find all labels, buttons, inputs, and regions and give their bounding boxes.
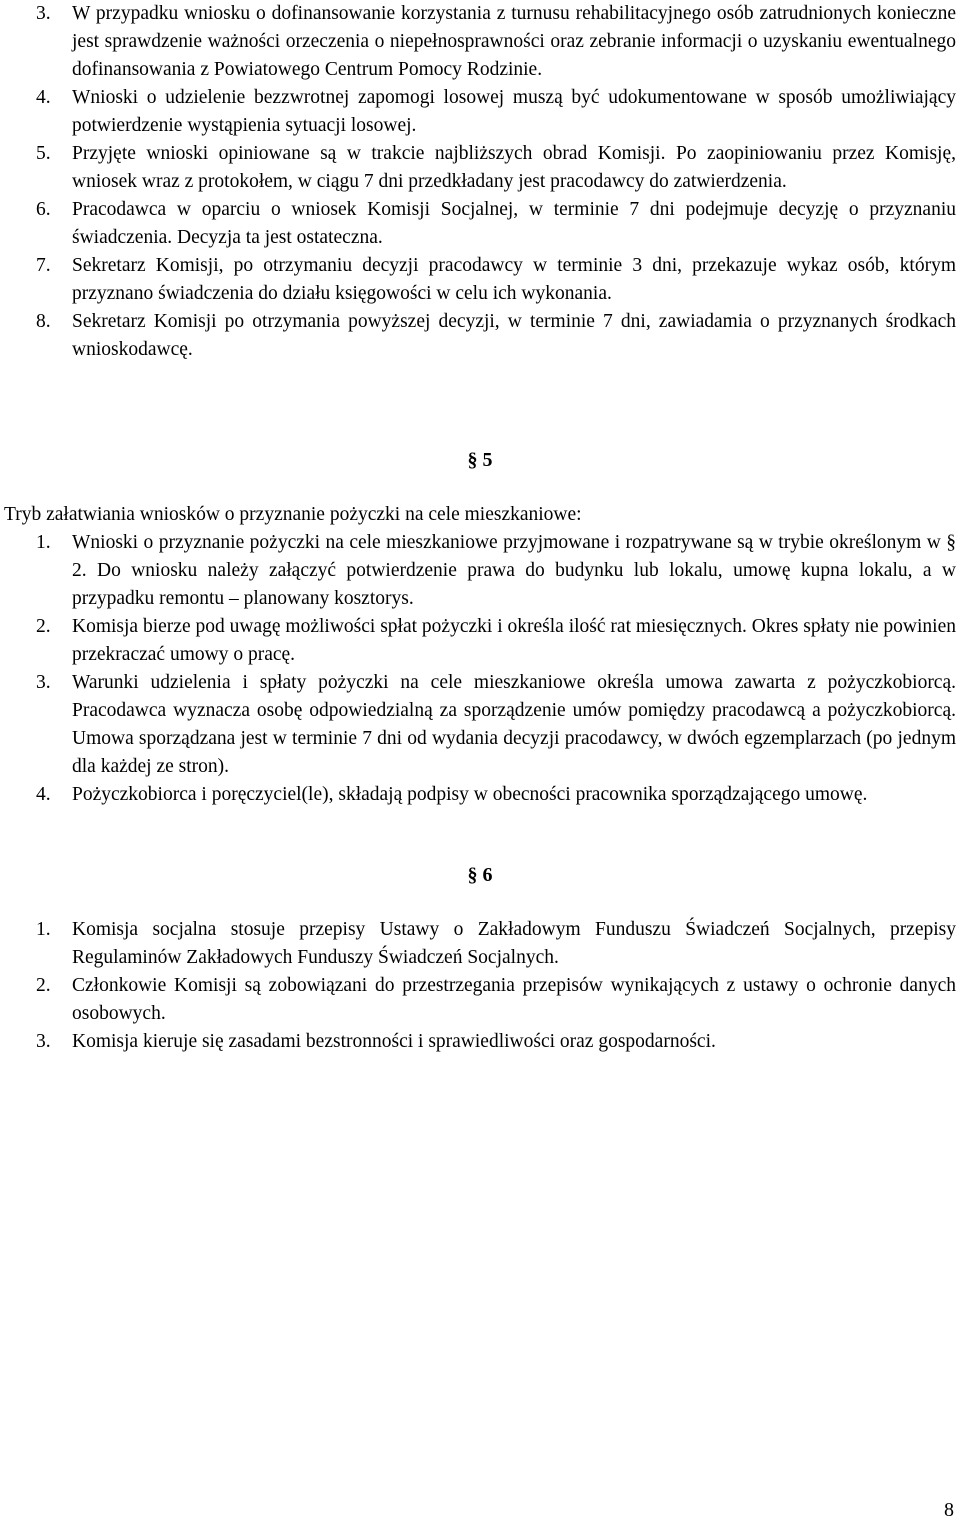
list-item-text: Pracodawca w oparciu o wniosek Komisji Socjalnej, w terminie 7 dni podejmuje decyzję o przyznaniu świadczenia. Decyzja ta jest ostateczna. — [72, 199, 956, 248]
list-item — [0, 669, 960, 781]
list-item-text: Wnioski o udzielenie bezzwrotnej zapomogi losowej muszą być udokumentowane w sposób umożliwiający potwierdzenie wystąpienia sytuacji losowej. — [72, 87, 956, 136]
list-item-text: Przyjęte wnioski opiniowane są w trakcie najbliższych obrad Komisji. Po zaopiniowaniu przez Komisję, wniosek wraz z protokołem, w ciągu 7 dni przedkładany jest pracodawcy do zatwierdzenia. — [72, 143, 956, 192]
section-6-heading: § 6 — [467, 864, 493, 886]
list-item — [0, 613, 960, 669]
list-item-number: 2. — [36, 616, 51, 637]
list-item-text: Członkowie Komisji są zobowiązani do przestrzegania przepisów wynikających z ustawy o ochronie danych osobowych. — [72, 975, 956, 1024]
list-item — [0, 781, 960, 809]
list-item-number: 3. — [36, 1031, 51, 1052]
section-5-list — [0, 529, 960, 809]
list-item — [0, 252, 960, 308]
list-item — [0, 1028, 960, 1056]
list-item — [0, 140, 960, 196]
list-item-number: 4. — [36, 784, 51, 805]
list-item-text: Komisja bierze pod uwagę możliwości spłat pożyczki i określa ilość rat miesięcznych. Okres spłaty nie powinien przekraczać umowy o pracę. — [72, 616, 956, 665]
list-item-text: Wnioski o przyznanie pożyczki na cele mieszkaniowe przyjmowane i rozpatrywane są w trybie określonym w § 2. Do wniosku należy załączyć potwierdzenie prawa do budynku lub lokalu, umowę kupna lokalu, a w przypadku remontu – planowany kosztorys. — [72, 532, 956, 609]
list-item-number: 8. — [36, 311, 51, 332]
list-item-text: Warunki udzielenia i spłaty pożyczki na cele mieszkaniowe określa umowa zawarta z pożyczkobiorcą. Pracodawca wyznacza osobę odpowiedzialną za sporządzenie umów pomiędzy pracodawcą a pożyczkobiorcą. Umowa sporządzana jest w terminie 7 dni od wydania decyzji pracodawcy, w dwóch egzemplarzach (po jednym dla każdej ze stron). — [72, 672, 956, 777]
list-item — [0, 0, 960, 84]
section-5-intro: Tryb załatwiania wniosków o przyznanie pożyczki na cele mieszkaniowe: — [4, 504, 582, 525]
list-item — [0, 308, 960, 364]
list-item-number: 5. — [36, 143, 51, 164]
list-item-number: 6. — [36, 199, 51, 220]
list-item-text: Komisja kieruje się zasadami bezstronności i sprawiedliwości oraz gospodarności. — [72, 1031, 716, 1052]
list-item-number: 1. — [36, 919, 51, 940]
procedure-list-continued — [0, 0, 960, 364]
list-item-number: 4. — [36, 87, 51, 108]
list-item-number: 3. — [36, 3, 51, 24]
list-item — [0, 84, 960, 140]
list-item-text: Sekretarz Komisji po otrzymania powyższej decyzji, w terminie 7 dni, zawiadamia o przyznanych środkach wnioskodawcę. — [72, 311, 956, 360]
list-item — [0, 529, 960, 613]
list-item-number: 7. — [36, 255, 51, 276]
list-item-number: 1. — [36, 532, 51, 553]
page-number: 8 — [944, 1499, 954, 1521]
list-item-text: Pożyczkobiorca i poręczyciel(le), składają podpisy w obecności pracownika sporządzającego umowę. — [72, 784, 868, 805]
section-6-list — [0, 916, 960, 1056]
list-item — [0, 972, 960, 1028]
list-item-number: 2. — [36, 975, 51, 996]
list-item-text: W przypadku wniosku o dofinansowanie korzystania z turnusu rehabilitacyjnego osób zatrudnionych konieczne jest sprawdzenie ważności orzeczenia o niepełnosprawności oraz zebranie informacji o uzyskaniu ewentualnego dofinansowania z Powiatowego Centrum Pomocy Rodzinie. — [72, 3, 956, 80]
list-item-number: 3. — [36, 672, 51, 693]
list-item — [0, 196, 960, 252]
section-5-heading: § 5 — [467, 449, 493, 471]
list-item — [0, 916, 960, 972]
list-item-text: Komisja socjalna stosuje przepisy Ustawy o Zakładowym Funduszu Świadczeń Socjalnych, przepisy Regulaminów Zakładowych Funduszy Świadczeń Socjalnych. — [72, 919, 956, 968]
list-item-text: Sekretarz Komisji, po otrzymaniu decyzji pracodawcy w terminie 3 dni, przekazuje wykaz osób, którym przyznano świadczenia do działu księgowości w celu ich wykonania. — [72, 255, 956, 304]
